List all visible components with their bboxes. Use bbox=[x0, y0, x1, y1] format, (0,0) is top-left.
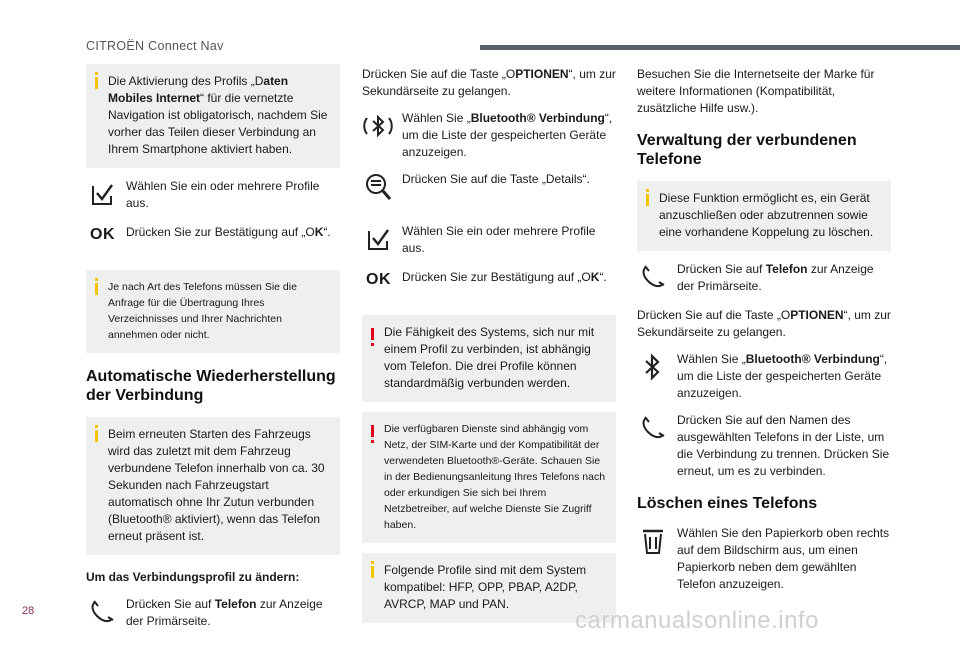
trash-icon bbox=[637, 525, 669, 557]
phone-handset-icon bbox=[637, 261, 669, 293]
step-press-telefon-2: Drücken Sie auf Telefon zur Anzeige der Primärseite. bbox=[637, 261, 891, 297]
options-intro: Drücken Sie auf die Taste „OPTIONEN“, um zur Sekundärseite zu gelangen. bbox=[362, 67, 616, 98]
info-marker-icon bbox=[371, 566, 374, 578]
info-note-reconnect: Beim erneuten Starten des Fahrzeugs wird das zuletzt mit dem Fahrzeug verbundene Telefon innerhalb von ca. 30 Sekunden nach Fahrzeugstart automatisch ohne Ihr Zutun verbunden (Bluetooth® aktiviert), wenn das Telefon erneut präsent ist. bbox=[86, 417, 340, 555]
step-press-telefon: Drücken Sie auf Telefon zur Anzeige der Primärseite. bbox=[86, 596, 340, 632]
heading-delete-phone: Löschen eines Telefons bbox=[637, 495, 818, 512]
heading-manage-phones: Verwaltung der verbundenen Telefone bbox=[637, 132, 857, 168]
step-select-profiles-2: Wählen Sie ein oder mehrere Profile aus. bbox=[362, 223, 616, 259]
info-marker-icon bbox=[95, 283, 98, 295]
step-confirm-ok: OK Drücken Sie zur Bestätigung auf „OK“. bbox=[90, 225, 331, 243]
info-marker-icon bbox=[95, 77, 98, 89]
page-header-title: CITROËN Connect Nav bbox=[86, 39, 224, 53]
step-details: Drücken Sie auf die Taste „Details“. bbox=[362, 171, 616, 213]
step-confirm-ok-2: OK Drücken Sie zur Bestätigung auf „OK“. bbox=[366, 270, 607, 288]
magnifier-details-icon bbox=[362, 171, 394, 203]
warning-note-profiles: Die Fähigkeit des Systems, sich nur mit einem Profil zu verbinden, ist abhängig vom Telefon. Die drei Profile können standardmäßig verbunden werden. bbox=[362, 315, 616, 402]
checkbox-icon bbox=[86, 178, 118, 210]
checkbox-icon bbox=[362, 223, 394, 255]
bluetooth-circle-icon bbox=[362, 110, 394, 142]
step-trash: Wählen Sie den Papierkorb oben rechts auf dem Bildschirm aus, um einen Papierkorb neben dem gewählten Telefon anzuzeigen. bbox=[637, 525, 891, 593]
column-3 bbox=[637, 64, 891, 603]
column-1 bbox=[86, 64, 340, 642]
footer-watermark: carmanualsonline.info bbox=[575, 607, 819, 634]
info-note-transfer: Je nach Art des Telefons müssen Sie die Anfrage für die Übertragung Ihres Verzeichnisses und Ihrer Nachrichten annehmen oder nicht. bbox=[86, 270, 340, 353]
step-bluetooth-connection-2: Wählen Sie „Bluetooth® Verbindung“, um die Liste der gespeicherten Geräte anzuzeigen. bbox=[637, 351, 891, 402]
phone-handset-icon bbox=[86, 596, 118, 628]
options-paragraph: Drücken Sie auf die Taste „OPTIONEN“, um zur Sekundärseite zu gelangen. bbox=[637, 308, 891, 339]
change-profile-lead: Um das Verbindungsprofil zu ändern: bbox=[86, 570, 300, 584]
info-marker-icon bbox=[95, 430, 98, 442]
header-bar bbox=[480, 45, 960, 50]
step-bluetooth-connection: Wählen Sie „Bluetooth® Verbindung“, um die Liste der gespeicherten Geräte anzuzeigen. bbox=[362, 110, 616, 161]
ok-icon: OK bbox=[90, 226, 115, 243]
column-2 bbox=[362, 64, 616, 633]
warning-marker-icon bbox=[371, 328, 374, 340]
info-marker-icon bbox=[646, 194, 649, 206]
page-number: 28 bbox=[22, 605, 35, 617]
step-select-profiles: Wählen Sie ein oder mehrere Profile aus. bbox=[86, 178, 340, 214]
phone-handset-icon bbox=[637, 412, 669, 444]
ok-icon: OK bbox=[366, 271, 391, 288]
info-note-compatible-profiles: Folgende Profile sind mit dem System kompatibel: HFP, OPP, PBAP, A2DP, AVRCP, MAP und PAN. bbox=[362, 553, 616, 623]
warning-note-services: Die verfügbaren Dienste sind abhängig vom Netz, der SIM-Karte und der Kompatibilität der verwendeten Bluetooth®-Geräte. Schauen Sie in der Bedienungsanleitung Ihres Telefons nach oder erkundigen Sie sich bei Ihrem Netzbetreiber, auf welche Dienste Sie Zugriff haben. bbox=[362, 412, 616, 543]
warning-marker-icon bbox=[371, 425, 374, 437]
info-note-manage: Diese Funktion ermöglicht es, ein Gerät anzuschließen oder abzutrennen sowie eine vorhandene Koppelung zu löschen. bbox=[637, 181, 891, 251]
step-press-phone-name: Drücken Sie auf den Namen des ausgewählten Telefons in der Liste, um die Verbindung zu trennen. Drücken Sie erneut, um es zu verbinden. bbox=[637, 412, 891, 480]
heading-auto-reconnect: Automatische Wiederherstellung der Verbindung bbox=[86, 368, 336, 404]
info-note-mobile-internet: Die Aktivierung des Profils „Daten Mobiles Internet“ für die vernetzte Navigation ist obligatorisch, nachdem Sie vorher das Teilen dieser Verbindung an Ihrem Smartphone aktiviert haben. bbox=[86, 64, 340, 168]
website-intro: Besuchen Sie die Internetseite der Marke für weitere Informationen (Kompatibilität, zusätzliche Hilfe usw.). bbox=[637, 67, 875, 115]
bluetooth-icon bbox=[637, 351, 669, 383]
